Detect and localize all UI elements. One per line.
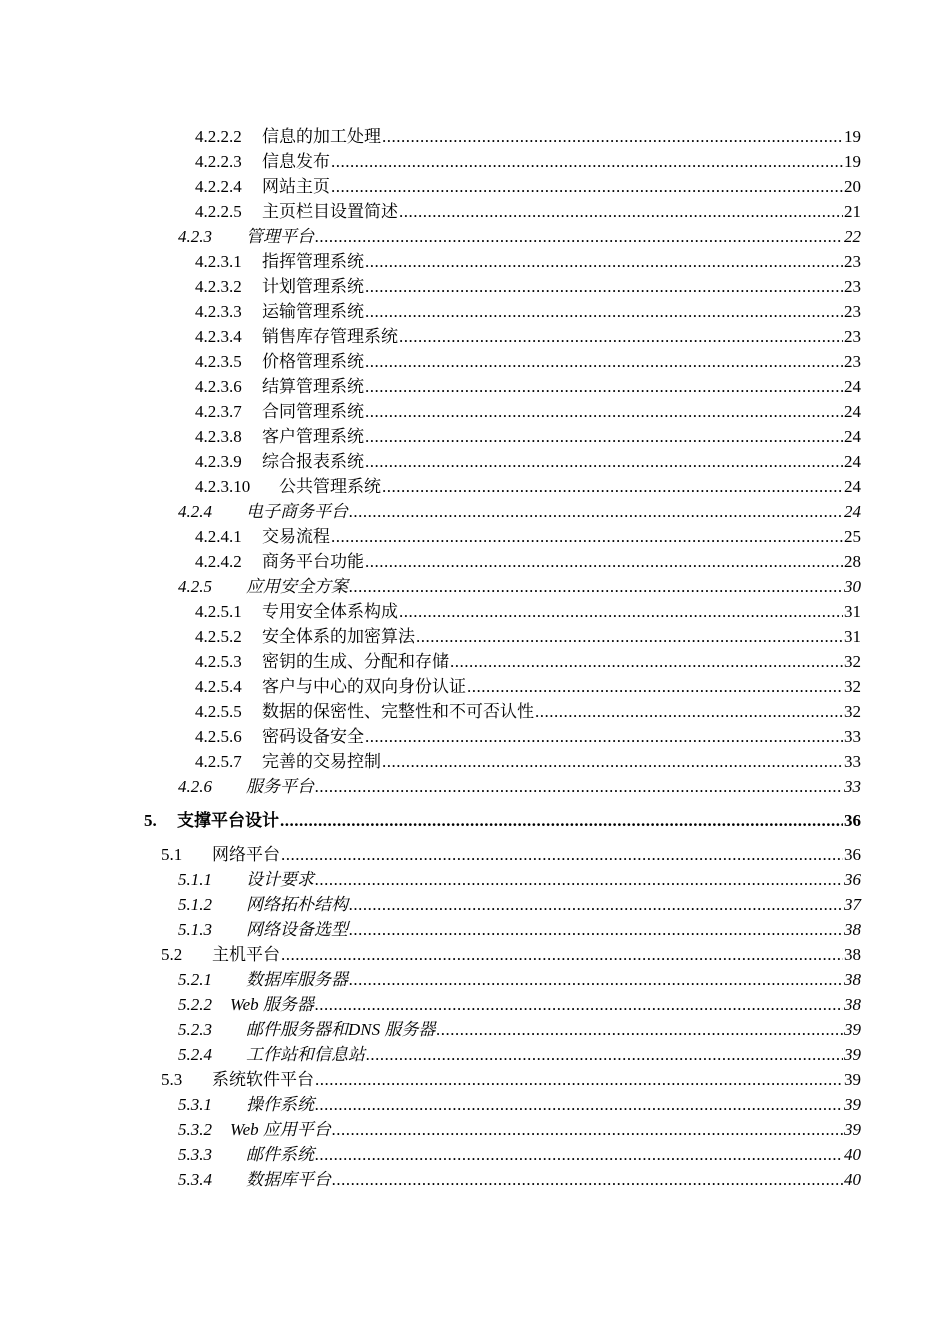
toc-leader [365,300,843,324]
toc-page: 39 [844,1070,861,1089]
toc-entry[interactable] [178,1168,861,1192]
toc-page: 38 [844,920,861,939]
toc-leader [365,375,843,399]
toc-title: 设计要求 [246,870,314,889]
toc-number: 4.2.5 [178,577,212,596]
toc-number: 4.2.5.1 [195,602,242,621]
toc-page: 32 [844,677,861,696]
toc-title: 支撑平台设计 [177,811,279,830]
toc-page: 19 [844,152,861,171]
toc-leader [331,175,843,199]
toc-entry[interactable] [178,225,861,249]
toc-entry[interactable] [195,525,861,549]
toc-title: 指挥管理系统 [262,252,364,271]
toc-entry[interactable] [195,600,861,624]
toc-leader [349,918,843,942]
toc-leader [315,1068,843,1092]
toc-page: 24 [844,377,861,396]
toc-entry[interactable] [195,475,861,499]
toc-title: 销售库存管理系统 [262,327,398,346]
toc-entry[interactable] [178,775,861,799]
toc-title: 计划管理系统 [262,277,364,296]
toc-page: 38 [844,970,861,989]
toc-page: 40 [844,1145,861,1164]
toc-title: 服务平台 [246,777,314,796]
toc-leader [331,525,843,549]
toc-title: 网站主页 [262,177,330,196]
toc-page: 38 [844,945,861,964]
toc-title: 客户与中心的双向身份认证 [262,677,466,696]
toc-number: 5.2.4 [178,1045,212,1064]
toc-number: 4.2.3.6 [195,377,242,396]
toc-page: 39 [844,1045,861,1064]
toc-number: 4.2.4.2 [195,552,242,571]
toc-number: 5. [144,811,157,830]
toc-entry[interactable] [178,1043,861,1067]
toc-page: 20 [844,177,861,196]
toc-number: 4.2.6 [178,777,212,796]
toc-number: 4.2.3.1 [195,252,242,271]
toc-leader [331,150,843,174]
toc-entry[interactable] [195,375,861,399]
toc-entry[interactable] [178,1143,861,1167]
toc-leader [535,700,843,724]
toc-page: 23 [844,277,861,296]
toc-entry[interactable] [195,250,861,274]
toc-leader [436,1018,843,1042]
toc-title: 结算管理系统 [262,377,364,396]
toc-page: 23 [844,252,861,271]
toc-page: 19 [844,127,861,146]
toc-title: Web 应用平台 [230,1120,331,1139]
toc-number: 4.2.3.5 [195,352,242,371]
toc-leader [332,1118,843,1142]
toc-leader [365,400,843,424]
toc-title: 信息发布 [262,152,330,171]
toc-leader [382,125,843,149]
toc-page: 28 [844,552,861,571]
toc-number: 5.3.4 [178,1170,212,1189]
toc-leader [365,450,843,474]
toc-title: 主页栏目设置简述 [262,202,398,221]
toc-leader [399,600,843,624]
toc-number: 5.1.3 [178,920,212,939]
toc-chapter-entry[interactable] [144,809,861,833]
toc-leader [349,968,843,992]
toc-leader [399,200,843,224]
toc-entry[interactable] [195,650,861,674]
toc-title: 应用安全方案 [246,577,348,596]
toc-page: 25 [844,527,861,546]
toc-entry[interactable] [195,350,861,374]
toc-entry[interactable] [195,150,861,174]
toc-leader [315,775,843,799]
toc-entry[interactable] [195,325,861,349]
toc-page: 24 [844,477,861,496]
toc-leader [281,943,843,967]
toc-page: 37 [844,895,861,914]
toc-page: 33 [844,777,861,796]
toc-entry[interactable] [178,968,861,992]
toc-entry[interactable] [195,675,861,699]
toc-leader [280,809,843,833]
toc-title: 交易流程 [262,527,330,546]
toc-entry[interactable] [178,993,861,1017]
toc-number: 4.2.2.4 [195,177,242,196]
toc-title: 邮件服务器和DNS 服务器 [246,1020,436,1039]
toc-leader [315,868,843,892]
toc-title: 数据库平台 [246,1170,331,1189]
toc-leader [365,550,843,574]
toc-entry[interactable] [178,500,861,524]
toc-page: 24 [844,402,861,421]
toc-title: 网络设备选型 [246,920,348,939]
toc-title: 运输管理系统 [262,302,364,321]
toc-page: 24 [844,502,861,521]
toc-entry[interactable] [195,550,861,574]
toc-leader [365,250,843,274]
toc-entry[interactable] [178,1118,861,1142]
toc-leader [349,500,843,524]
toc-leader [332,1168,843,1192]
toc-leader [365,350,843,374]
toc-number: 4.2.5.7 [195,752,242,771]
toc-title: 数据库服务器 [246,970,348,989]
toc-leader [399,325,843,349]
toc-entry[interactable] [195,125,861,149]
toc-page: 40 [844,1170,861,1189]
toc-title: 客户管理系统 [262,427,364,446]
toc-title: 密码设备安全 [262,727,364,746]
toc-number: 4.2.3.7 [195,402,242,421]
toc-title: 管理平台 [246,227,314,246]
toc-title: 邮件系统 [246,1145,314,1164]
toc-number: 4.2.4 [178,502,212,521]
toc-title: 合同管理系统 [262,402,364,421]
toc-entry[interactable] [178,1018,861,1042]
toc-entry[interactable] [195,725,861,749]
toc-number: 4.2.3.10 [195,477,251,496]
toc-number: 5.1 [161,845,183,864]
toc-page: 32 [844,652,861,671]
toc-title: 网络平台 [212,845,280,864]
toc-page: 33 [844,727,861,746]
toc-leader [281,843,843,867]
toc-leader [382,750,843,774]
toc-page: 39 [844,1095,861,1114]
toc-entry[interactable] [195,200,861,224]
toc-number: 5.1.1 [178,870,212,889]
toc-number: 5.1.2 [178,895,212,914]
toc-leader [450,650,843,674]
toc-page: 31 [844,602,861,621]
toc-entry[interactable] [178,868,861,892]
toc-number: 5.3.2 [178,1120,212,1139]
toc-page: 23 [844,352,861,371]
toc-number: 4.2.4.1 [195,527,242,546]
toc-entry[interactable] [195,750,861,774]
toc-leader [315,1093,843,1117]
toc-entry[interactable] [195,300,861,324]
toc-page: 22 [844,227,861,246]
toc-page: 36 [844,845,861,864]
toc-entry[interactable] [195,700,861,724]
toc-number: 4.2.3 [178,227,212,246]
toc-leader [416,625,843,649]
toc-title: 价格管理系统 [262,352,364,371]
toc-page: 36 [844,870,861,889]
toc-number: 5.2.1 [178,970,212,989]
toc-page: 24 [844,452,861,471]
toc-leader [349,575,843,599]
toc-page: 39 [844,1020,861,1039]
toc-number: 4.2.2.3 [195,152,242,171]
toc-entry[interactable] [161,943,861,967]
toc-leader [365,275,843,299]
toc-title: 系统软件平台 [212,1070,314,1089]
toc-page: 30 [844,577,861,596]
toc-title: 安全体系的加密算法 [262,627,415,646]
toc-leader [382,475,843,499]
toc-number: 5.3 [161,1070,183,1089]
toc-number: 4.2.3.2 [195,277,242,296]
toc-entry[interactable] [195,625,861,649]
toc-number: 4.2.5.6 [195,727,242,746]
toc-entry[interactable] [161,1068,861,1092]
toc-entry[interactable] [178,893,861,917]
toc-page: 32 [844,702,861,721]
toc-page: 21 [844,202,861,221]
toc-number: 4.2.5.2 [195,627,242,646]
toc-number: 5.2.2 [178,995,212,1014]
toc-page: 23 [844,302,861,321]
toc-entry[interactable] [195,275,861,299]
toc-title: 密钥的生成、分配和存储 [262,652,449,671]
toc-title: 完善的交易控制 [262,752,381,771]
toc-title: 主机平台 [212,945,280,964]
toc-entry[interactable] [178,918,861,942]
toc-entry[interactable] [195,400,861,424]
toc-entry[interactable] [161,843,861,867]
toc-leader [467,675,843,699]
toc-title: Web 服务器 [230,995,314,1014]
toc-page: 38 [844,995,861,1014]
toc-leader [366,1043,843,1067]
toc-number: 5.3.3 [178,1145,212,1164]
toc-number: 4.2.5.5 [195,702,242,721]
toc-number: 4.2.5.4 [195,677,242,696]
toc-number: 4.2.3.4 [195,327,242,346]
toc-title: 数据的保密性、完整性和不可否认性 [262,702,534,721]
toc-title: 信息的加工处理 [262,127,381,146]
toc-title: 操作系统 [246,1095,314,1114]
toc-number: 4.2.2.5 [195,202,242,221]
toc-page: 36 [844,811,861,830]
toc-page: 39 [844,1120,861,1139]
toc-title: 公共管理系统 [279,477,381,496]
toc-leader [365,725,843,749]
toc-number: 5.3.1 [178,1095,212,1114]
toc-title: 综合报表系统 [262,452,364,471]
toc-number: 4.2.5.3 [195,652,242,671]
toc-title: 工作站和信息站 [246,1045,365,1064]
toc-title: 专用安全体系构成 [262,602,398,621]
toc-number: 5.2 [161,945,183,964]
toc-page: 33 [844,752,861,771]
toc-leader [315,993,843,1017]
toc-number: 5.2.3 [178,1020,212,1039]
toc-leader [315,225,843,249]
toc-leader [365,425,843,449]
toc-title: 电子商务平台 [246,502,348,521]
toc-number: 4.2.3.8 [195,427,242,446]
toc-number: 4.2.2.2 [195,127,242,146]
toc-leader [315,1143,843,1167]
toc-number: 4.2.3.9 [195,452,242,471]
toc-page: 23 [844,327,861,346]
toc-page: 24 [844,427,861,446]
toc-page: 31 [844,627,861,646]
toc-leader [349,893,843,917]
toc-title: 网络拓朴结构 [246,895,348,914]
toc-entry[interactable] [195,450,861,474]
toc-title: 商务平台功能 [262,552,364,571]
toc-entry[interactable] [195,175,861,199]
toc-entry[interactable] [178,1093,861,1117]
toc-number: 4.2.3.3 [195,302,242,321]
toc-entry[interactable] [178,575,861,599]
toc-entry[interactable] [195,425,861,449]
